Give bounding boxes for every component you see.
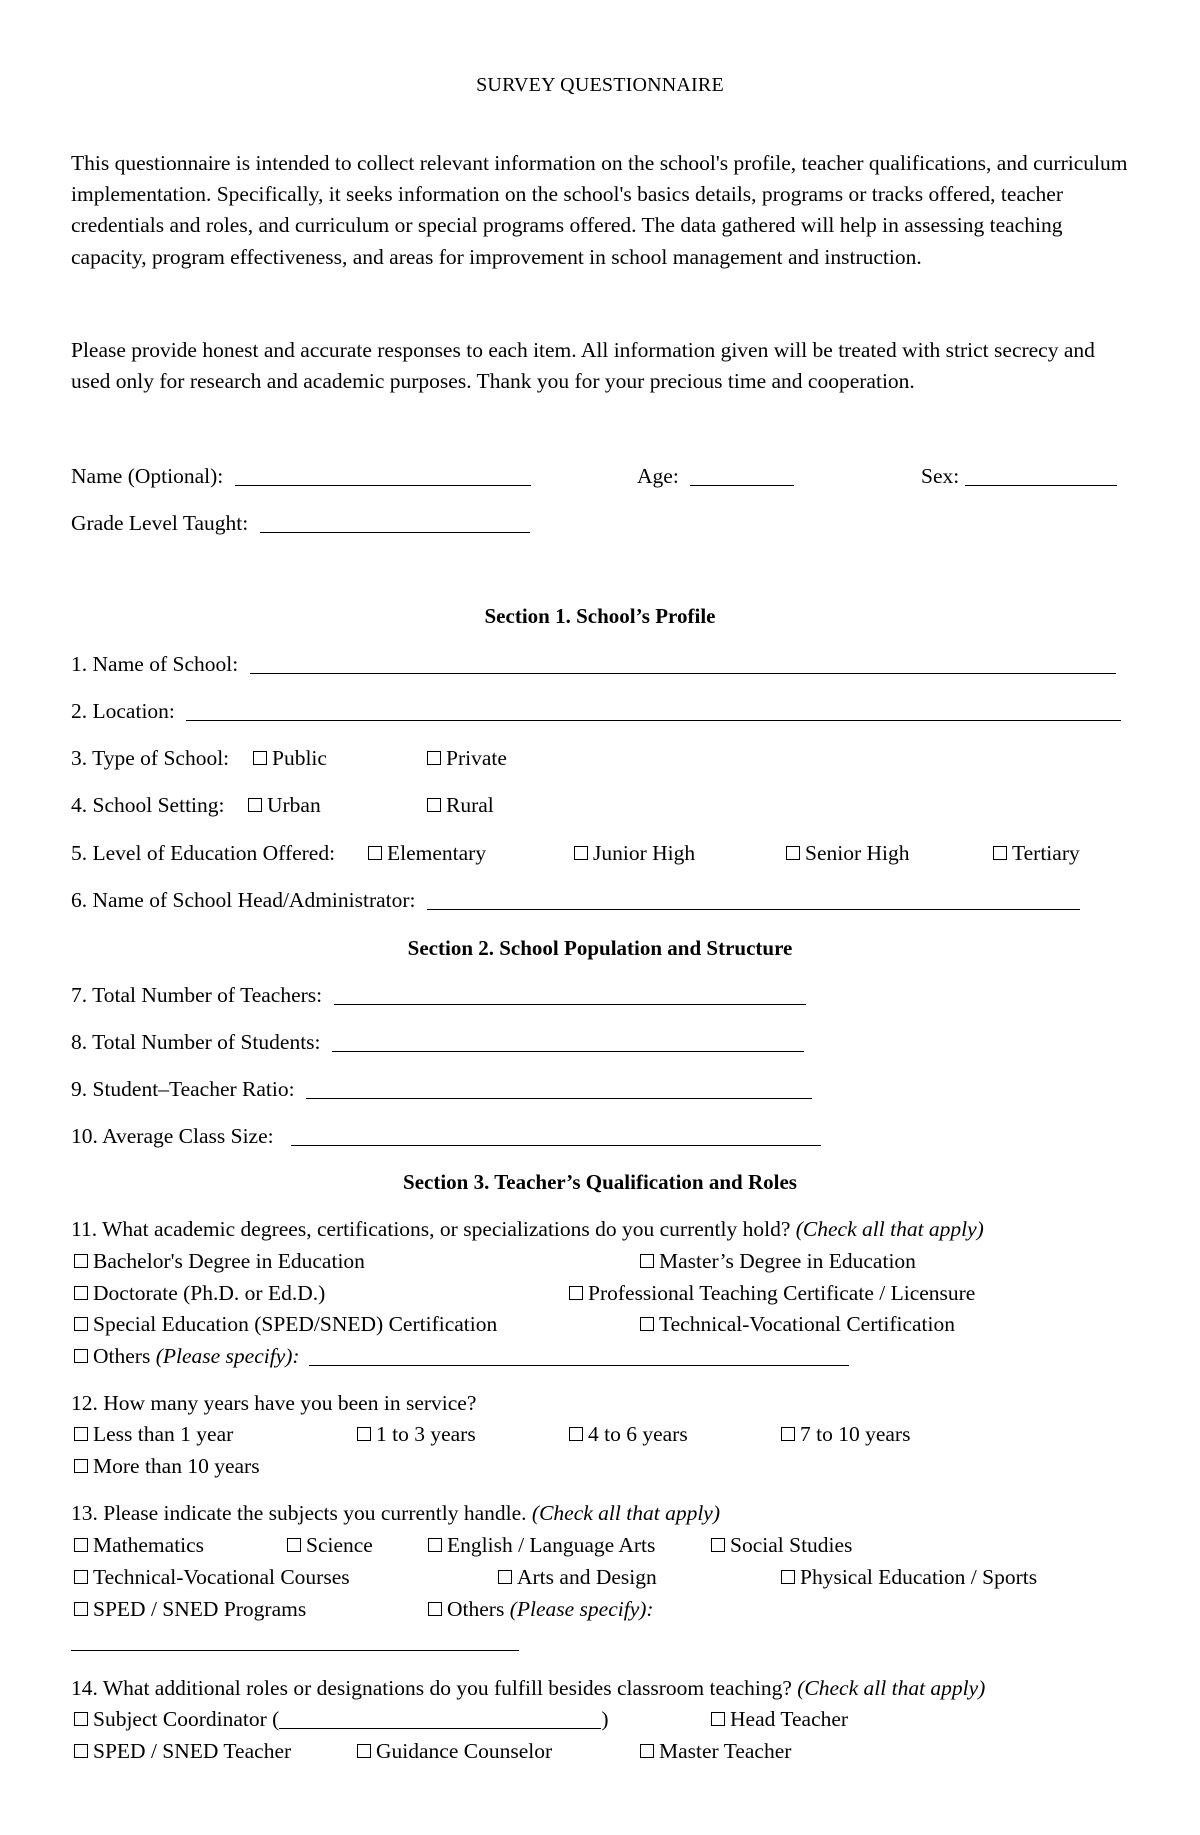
class-size-input-line[interactable] bbox=[291, 1125, 821, 1146]
q8-row bbox=[71, 1029, 804, 1055]
q11-question: 11. What academic degrees, certifications, or specializations do you currently hold? (Check all that apply) bbox=[71, 1217, 984, 1241]
q11-option-doctorate[interactable]: Doctorate (Ph.D. or Ed.D.) bbox=[74, 1280, 325, 1306]
intro-paragraph-2: Please provide honest and accurate responses to each item. All information given will be treated with strict secrecy and used only for research and academic purposes. Thank you for your precious time and cooperation. bbox=[71, 338, 1095, 394]
q13-others-input-line[interactable] bbox=[71, 1630, 519, 1651]
checkbox-icon[interactable] bbox=[74, 1744, 88, 1758]
q13-option-arts[interactable]: Arts and Design bbox=[498, 1564, 657, 1590]
checkbox-icon[interactable] bbox=[781, 1427, 795, 1441]
sex-field-row bbox=[921, 463, 1117, 489]
teachers-count-input-line[interactable] bbox=[334, 984, 806, 1005]
q9-row bbox=[71, 1076, 812, 1102]
q3-label: 3. Type of School: bbox=[71, 746, 230, 770]
q5-option-junior-high[interactable]: Junior High bbox=[574, 840, 695, 866]
q5-label: 5. Level of Education Offered: bbox=[71, 841, 336, 865]
q4-label: 4. School Setting: bbox=[71, 793, 225, 817]
q11-note: (Check all that apply) bbox=[795, 1217, 984, 1241]
checkbox-icon[interactable] bbox=[357, 1744, 371, 1758]
checkbox-icon[interactable] bbox=[640, 1744, 654, 1758]
age-label: Age: bbox=[637, 464, 679, 488]
q10-row bbox=[71, 1123, 821, 1149]
checkbox-icon[interactable] bbox=[786, 846, 800, 860]
q13-option-sped[interactable]: SPED / SNED Programs bbox=[74, 1596, 306, 1622]
q12-option-7-to-10[interactable]: 7 to 10 years bbox=[781, 1421, 910, 1447]
q11-option-masters[interactable]: Master’s Degree in Education bbox=[640, 1248, 916, 1274]
checkbox-icon[interactable] bbox=[248, 798, 262, 812]
checkbox-icon[interactable] bbox=[74, 1602, 88, 1616]
q12-option-4-to-6[interactable]: 4 to 6 years bbox=[569, 1421, 688, 1447]
q12-option-less-than-1[interactable]: Less than 1 year bbox=[74, 1421, 233, 1447]
q14-question: 14. What additional roles or designations do you fulfill besides classroom teaching? (Check all that apply) bbox=[71, 1676, 986, 1700]
q2-row bbox=[71, 698, 1121, 724]
q1-row bbox=[71, 651, 1116, 677]
checkbox-icon[interactable] bbox=[74, 1349, 88, 1363]
q13-option-techvoc[interactable]: Technical-Vocational Courses bbox=[74, 1564, 350, 1590]
name-input-line[interactable] bbox=[235, 465, 531, 486]
q14-option-master-teacher[interactable]: Master Teacher bbox=[640, 1738, 791, 1764]
q6-label: 6. Name of School Head/Administrator: bbox=[71, 888, 416, 912]
checkbox-icon[interactable] bbox=[781, 1570, 795, 1584]
checkbox-icon[interactable] bbox=[74, 1286, 88, 1300]
name-field-row bbox=[71, 463, 531, 489]
checkbox-icon[interactable] bbox=[74, 1317, 88, 1331]
intro-paragraph-1: This questionnaire is intended to collect relevant information on the school's profile, teacher qualifications, and curriculum implementation. Specifically, it seeks information on the school's basics details, programs or tracks offered, teacher credentials and roles, and curriculum or special programs offered. The data gathered will help in assessing teaching capacity, program effectiveness, and areas for improvement in school management and instruction. bbox=[71, 151, 1128, 269]
q13-note: (Check all that apply) bbox=[531, 1501, 720, 1525]
q7-label: 7. Total Number of Teachers: bbox=[71, 983, 323, 1007]
q11-option-sped-cert[interactable]: Special Education (SPED/SNED) Certification bbox=[74, 1311, 497, 1337]
sex-label: Sex: bbox=[921, 464, 960, 488]
q2-label: 2. Location: bbox=[71, 699, 175, 723]
q7-row bbox=[71, 982, 806, 1008]
checkbox-icon[interactable] bbox=[427, 751, 441, 765]
q13-option-others[interactable]: Others (Please specify): bbox=[428, 1596, 654, 1622]
subject-coordinator-input-line[interactable] bbox=[279, 1708, 601, 1729]
q13-option-english[interactable]: English / Language Arts bbox=[428, 1532, 655, 1558]
q6-row bbox=[71, 887, 1080, 913]
q13-question: 13. Please indicate the subjects you currently handle. (Check all that apply) bbox=[71, 1501, 720, 1525]
q11-others-input-line[interactable] bbox=[309, 1345, 849, 1366]
name-label: Name (Optional): bbox=[71, 464, 224, 488]
checkbox-icon[interactable] bbox=[993, 846, 1007, 860]
checkbox-icon[interactable] bbox=[74, 1427, 88, 1441]
q3-option-public[interactable]: Public bbox=[253, 745, 327, 771]
age-input-line[interactable] bbox=[690, 465, 794, 486]
q11-option-bachelors[interactable]: Bachelor's Degree in Education bbox=[74, 1248, 365, 1274]
q14-option-guidance-counselor[interactable]: Guidance Counselor bbox=[357, 1738, 552, 1764]
q4-option-urban[interactable]: Urban bbox=[248, 792, 321, 818]
checkbox-icon[interactable] bbox=[574, 846, 588, 860]
q11-option-teaching-license[interactable]: Professional Teaching Certificate / Licensure bbox=[569, 1280, 975, 1306]
q14-option-head-teacher[interactable]: Head Teacher bbox=[711, 1706, 848, 1732]
page-title: SURVEY QUESTIONNAIRE bbox=[476, 74, 724, 96]
grade-input-line[interactable] bbox=[260, 512, 530, 533]
checkbox-icon[interactable] bbox=[368, 846, 382, 860]
q13-option-pe[interactable]: Physical Education / Sports bbox=[781, 1564, 1037, 1590]
checkbox-icon[interactable] bbox=[287, 1538, 301, 1552]
students-count-input-line[interactable] bbox=[332, 1031, 804, 1052]
checkbox-icon[interactable] bbox=[253, 751, 267, 765]
checkbox-icon[interactable] bbox=[74, 1570, 88, 1584]
grade-field-row bbox=[71, 510, 530, 536]
q5-option-tertiary[interactable]: Tertiary bbox=[993, 840, 1080, 866]
checkbox-icon[interactable] bbox=[74, 1254, 88, 1268]
q5-option-elementary[interactable]: Elementary bbox=[368, 840, 486, 866]
checkbox-icon[interactable] bbox=[711, 1712, 725, 1726]
checkbox-icon[interactable] bbox=[569, 1427, 583, 1441]
checkbox-icon[interactable] bbox=[357, 1427, 371, 1441]
checkbox-icon[interactable] bbox=[74, 1712, 88, 1726]
grade-label: Grade Level Taught: bbox=[71, 511, 249, 535]
ratio-input-line[interactable] bbox=[306, 1078, 812, 1099]
checkbox-icon[interactable] bbox=[428, 1538, 442, 1552]
q11-option-others[interactable]: Others (Please specify): bbox=[74, 1343, 849, 1369]
q14-note: (Check all that apply) bbox=[797, 1676, 986, 1700]
q14-option-sped-teacher[interactable]: SPED / SNED Teacher bbox=[74, 1738, 291, 1764]
q11-option-techvoc-cert[interactable]: Technical-Vocational Certification bbox=[640, 1311, 955, 1337]
q13-option-mathematics[interactable]: Mathematics bbox=[74, 1532, 204, 1558]
section-1-heading: Section 1. School’s Profile bbox=[484, 604, 716, 628]
q10-label: 10. Average Class Size: bbox=[71, 1124, 274, 1148]
sex-input-line[interactable] bbox=[965, 465, 1117, 486]
q9-label: 9. Student–Teacher Ratio: bbox=[71, 1077, 295, 1101]
checkbox-icon[interactable] bbox=[498, 1570, 512, 1584]
section-2-heading: Section 2. School Population and Structure bbox=[407, 936, 793, 960]
checkbox-icon[interactable] bbox=[427, 798, 441, 812]
checkbox-icon[interactable] bbox=[74, 1459, 88, 1473]
q5-option-senior-high[interactable]: Senior High bbox=[786, 840, 910, 866]
checkbox-icon[interactable] bbox=[711, 1538, 725, 1552]
location-input-line[interactable] bbox=[186, 700, 1121, 721]
checkbox-icon[interactable] bbox=[640, 1254, 654, 1268]
section-3-heading: Section 3. Teacher’s Qualification and Roles bbox=[403, 1170, 797, 1194]
q13-option-social-studies[interactable]: Social Studies bbox=[711, 1532, 852, 1558]
q4-option-rural[interactable]: Rural bbox=[427, 792, 494, 818]
q14-option-subject-coordinator[interactable]: Subject Coordinator ( ) bbox=[74, 1706, 608, 1732]
q12-option-1-to-3[interactable]: 1 to 3 years bbox=[357, 1421, 476, 1447]
q13-option-science[interactable]: Science bbox=[287, 1532, 373, 1558]
school-head-input-line[interactable] bbox=[427, 889, 1080, 910]
q8-label: 8. Total Number of Students: bbox=[71, 1030, 321, 1054]
checkbox-icon[interactable] bbox=[74, 1538, 88, 1552]
checkbox-icon[interactable] bbox=[640, 1317, 654, 1331]
q3-option-private[interactable]: Private bbox=[427, 745, 507, 771]
age-field-row bbox=[637, 463, 794, 489]
q12-question: 12. How many years have you been in service? bbox=[71, 1391, 477, 1415]
q1-label: 1. Name of School: bbox=[71, 652, 239, 676]
q13-others-row bbox=[71, 1628, 519, 1654]
school-name-input-line[interactable] bbox=[250, 653, 1116, 674]
checkbox-icon[interactable] bbox=[569, 1286, 583, 1300]
checkbox-icon[interactable] bbox=[428, 1602, 442, 1616]
q12-option-more-than-10[interactable]: More than 10 years bbox=[74, 1453, 260, 1479]
